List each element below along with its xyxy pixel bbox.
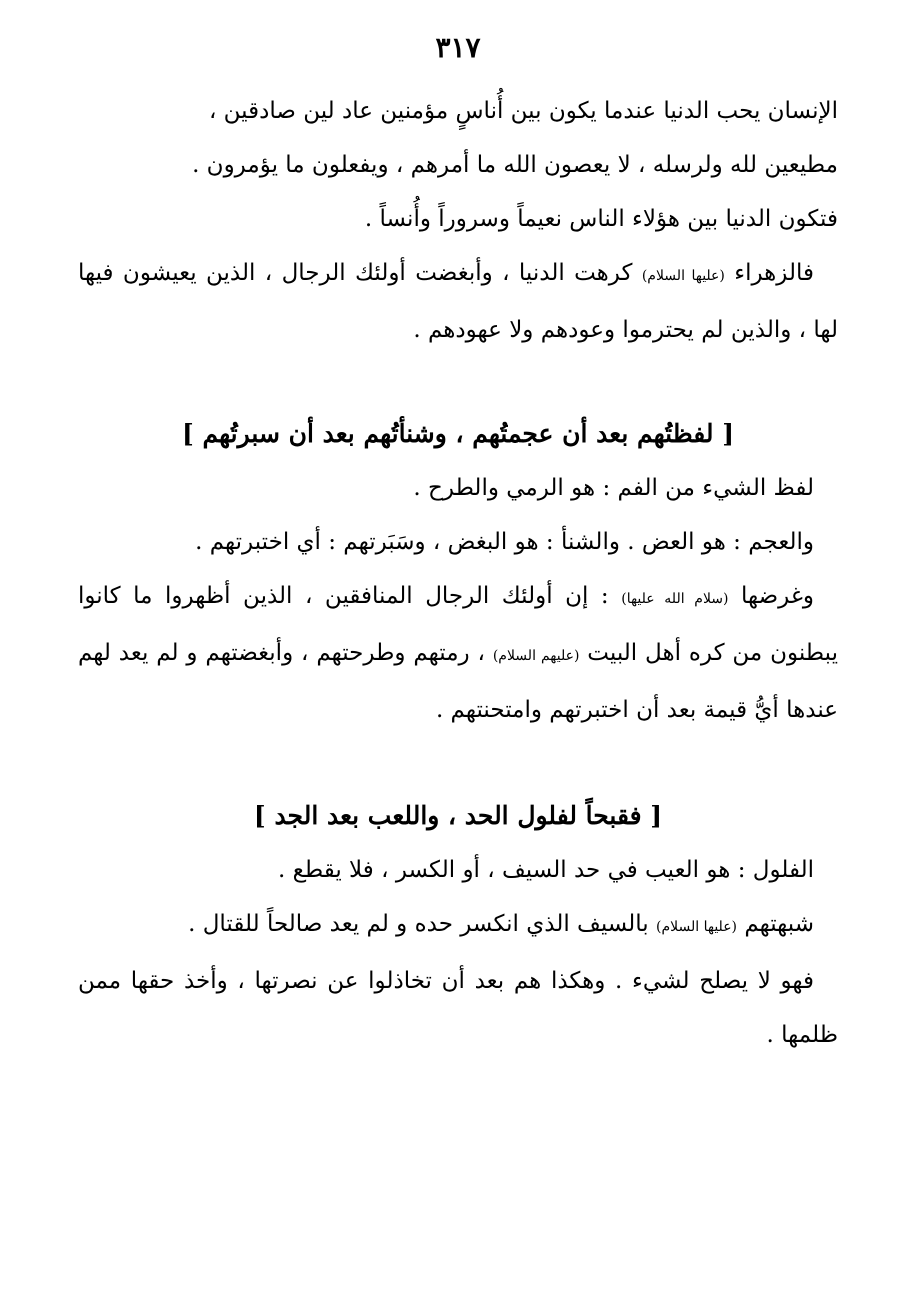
page-content [78, 84, 838, 1062]
page-number: ٣١٧ [435, 31, 481, 64]
purpose-paragraph-end: ، رمتهم وطرحتهم ، وأبغضتهم و لم يعد لهم عندها أيُّ قيمة بعد أن اختبرتهم وامتحنتهم . [78, 640, 838, 723]
definition-lafz: لفظ الشيء من الفم : هو الرمي والطرح . [413, 475, 814, 501]
honorific-note: (عليهم السلام) [492, 648, 580, 664]
zahra-paragraph-start: فالزهراء [724, 260, 814, 286]
purpose-paragraph-start: وغرضها [728, 583, 815, 609]
purpose-paragraph [78, 569, 838, 737]
simile-line-start: شبهتهم [737, 911, 814, 937]
intro-paragraph-line-1: الإنسان يحب الدنيا عندما يكون بين أُناسٍ مؤمنين عاد لين صادقين ، [208, 98, 838, 124]
simile-line-rest: بالسيف الذي انكسر حده و لم يعد صالحاً للقتال . [188, 911, 657, 937]
honorific-note: (عليها السلام) [656, 919, 738, 935]
zahra-paragraph-rest: كرهت الدنيا ، وأبغضت أولئك الرجال ، الذين يعيشون فيها لها ، والذين لم يحترموا وعودهم ولا عهودهم . [78, 260, 838, 343]
section-heading-lafaztuhum: [ لفظتُهم بعد أن عجمتُهم ، وشنأتُهم بعد أن سبرتُهم ] [181, 419, 735, 448]
simile-line [78, 897, 838, 954]
zahra-paragraph [78, 246, 838, 357]
section-heading-fulul: [ فقبحاً لفلول الحد ، واللعب بعد الجد ] [253, 801, 663, 830]
closing-paragraph: فهو لا يصلح لشيء . وهكذا هم بعد أن تخاذلوا عن نصرتها ، وأخذ حقها ممن ظلمها . [78, 968, 838, 1048]
definition-ajm: والعجم : هو العض . والشنأ : هو البغض ، وسَبَرتهم : أي اختبرتهم . [195, 529, 814, 555]
intro-paragraph-line-2: مطيعين لله ولرسله ، لا يعصون الله ما أمرهم ، ويفعلون ما يؤمرون . [192, 152, 838, 178]
honorific-note: (عليها السلام) [641, 268, 725, 284]
honorific-note: (سلام الله عليها) [621, 591, 729, 607]
intro-paragraph-line-3: فتكون الدنيا بين هؤلاء الناس نعيماً وسروراً وأُنساً . [364, 206, 838, 232]
definition-fulul: الفلول : هو العيب في حد السيف ، أو الكسر ، فلا يقطع . [277, 857, 814, 883]
purpose-paragraph-mid: : إن أولئك الرجال المنافقين ، الذين أظهروا ما كانوا يبطنون من كره أهل البيت [78, 583, 839, 666]
